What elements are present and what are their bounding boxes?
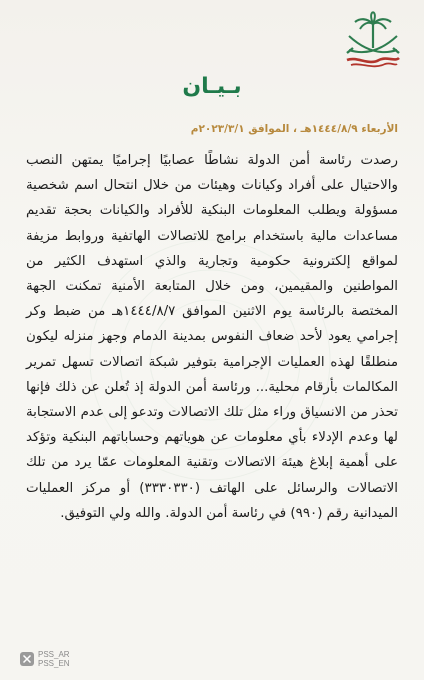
statement-title: بـيـان [182,74,242,99]
handle-en[interactable]: PSS_EN [38,659,70,668]
x-logo-icon [20,652,34,666]
statement-body [26,148,398,526]
palm-swords-emblem-icon [333,10,413,74]
social-handles [20,650,160,674]
statement-date: الأربعاء ١٤٤٤/٨/٩هـ ، الموافق ٢٠٢٣/٣/١م [190,123,398,135]
handle-ar[interactable]: PSS_AR [38,650,70,659]
statement-body-paragraph: رصدت رئاسة أمن الدولة نشاطًا عصابيًا إجراميًا يمتهن النصب والاحتيال على أفراد وكيانات وهيئات من خلال انتحال اسم شخصية مسؤولة ويطلب المعلومات البنكية للأفراد والكيانات بحجة تقديم مساعدات مالية باستخدام برامج للاتصالات الهاتفية وروابط مزيفة لمواقع إلكترونية حكومية وتجارية والذي استهدف الكثير من المواطنين والمقيمين، ومن خلال المتابعة الأمنية تمكنت الجهة المختصة بالرئاسة يوم الاثنين الموافق ١٤٤٤/٨/٧هـ من ضبط وكر إجرامي يعود لأحد ضعاف النفوس بمدينة الدمام وجهز منزله ليكون منطلقًا لهذه العمليات الإجرامية بتوفير شبكة اتصالات تسهل تمرير المكالمات بأرقام محلية... ورئاسة أمن الدولة إذ تُعلن عن ذلك فإنها تحذر من الانسياق وراء مثل تلك الاتصالات وتدعو إلى عدم الاستجابة لها وعدم الإدلاء بأي معلومات عن هوياتهم وحساباتهم البنكية وتؤكد على أهمية إبلاغ هيئة الاتصالات وتقنية المعلومات عمّا يرد من تلك الاتصالات والرسائل على الهاتف (٣٣٣٠٣٣٠) أو مركز العمليات الميدانية رقم (٩٩٠) في رئاسة أمن الدولة. والله ولي التوفيق. [26,153,398,521]
